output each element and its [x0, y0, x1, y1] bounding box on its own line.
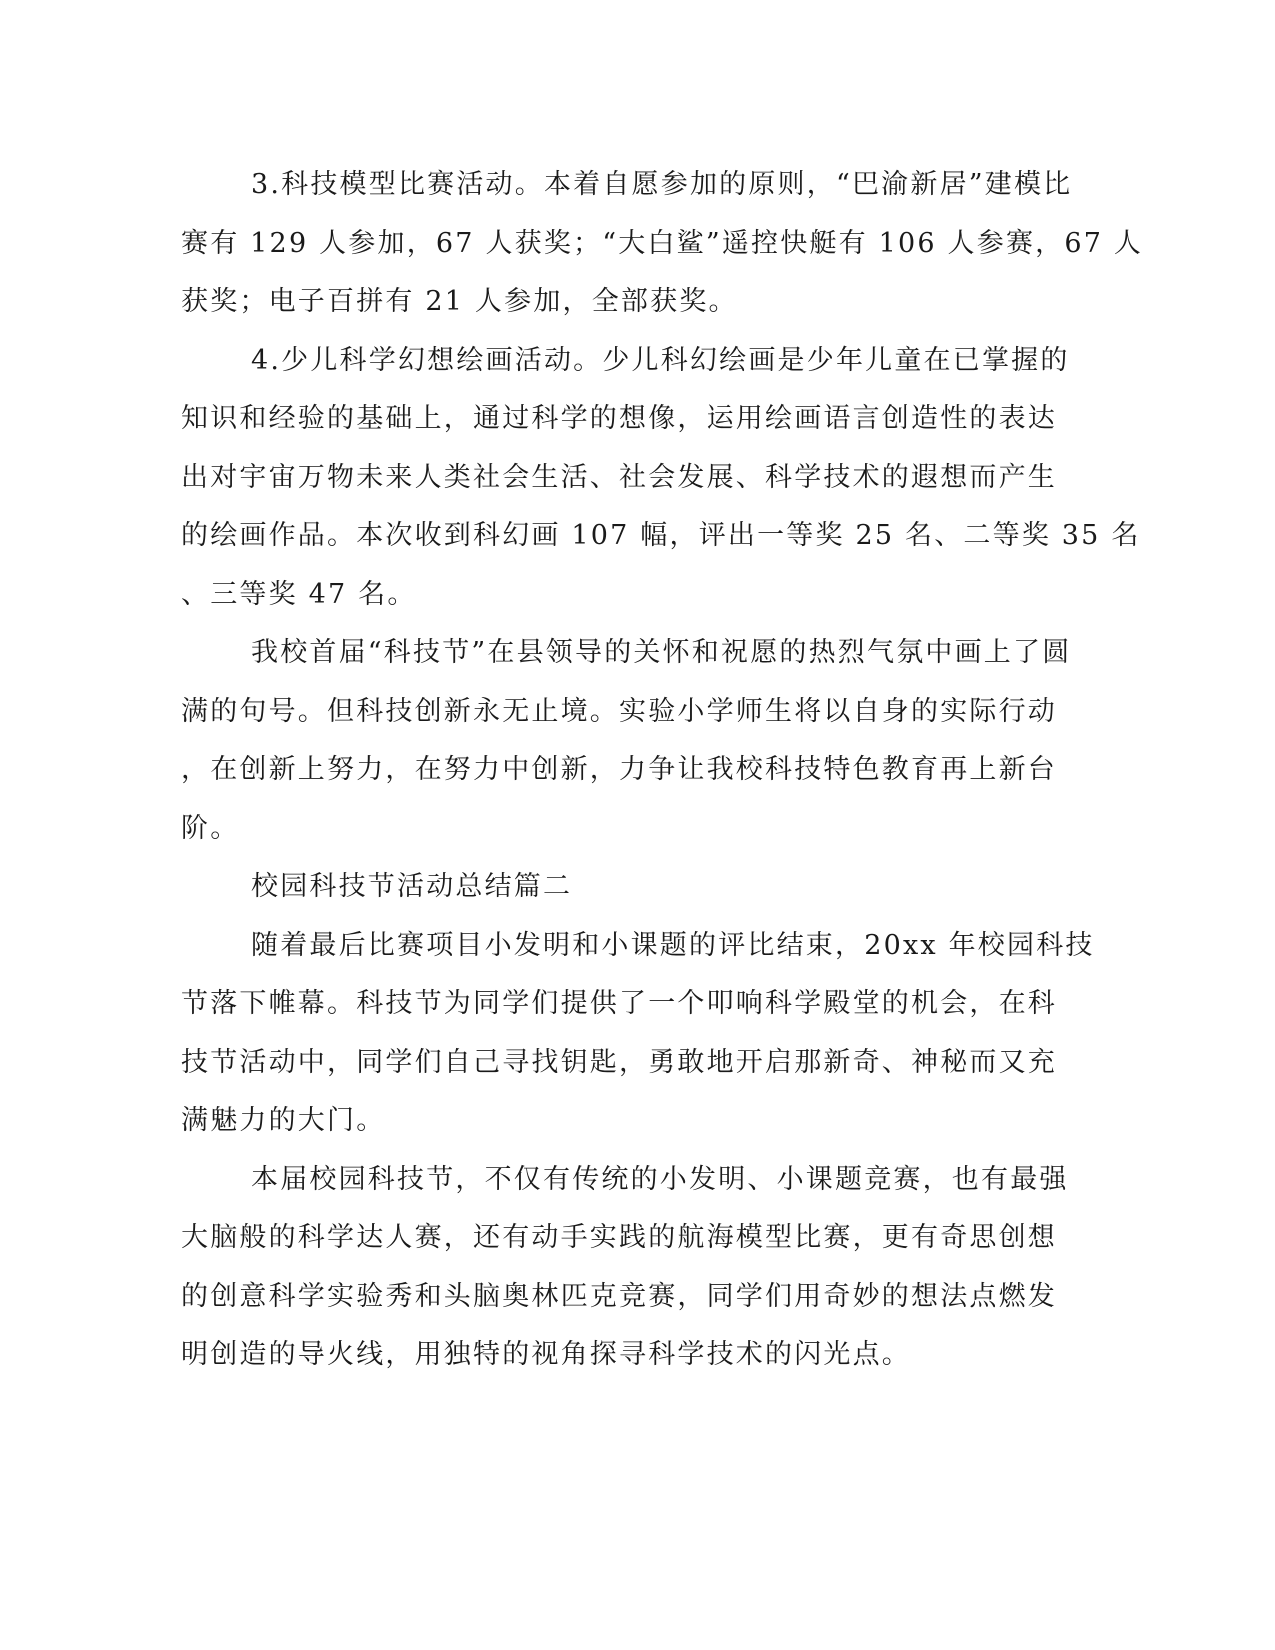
text-line: 阶。 — [181, 812, 240, 844]
text-line: 大脑般的科学达人赛，还有动手实践的航海模型比赛，更有奇思创想 — [181, 1222, 1057, 1253]
text-line: 随着最后比赛项目小发明和小课题的评比结束，20xx 年校园科技 — [251, 929, 1095, 961]
text-line: 的创意科学实验秀和头脑奥林匹克竞赛，同学们用奇妙的想法点燃发 — [181, 1280, 1057, 1312]
text-line: 满魅力的大门。 — [181, 1105, 386, 1136]
text-line: 知识和经验的基础上，通过科学的想像，运用绘画语言创造性的表达 — [181, 403, 1057, 434]
text-line: 校园科技节活动总结篇二 — [251, 871, 573, 902]
text-line: 满的句号。但科技创新永无止境。实验小学师生将以自身的实际行动 — [181, 695, 1057, 727]
text-line: 赛有 129 人参加，67 人获奖；“大白鲨”遥控快艇有 106 人参赛，67 人 — [181, 227, 1144, 259]
text-line: 技节活动中，同学们自己寻找钥匙，勇敢地开启那新奇、神秘而又充 — [181, 1046, 1057, 1078]
document-body — [181, 156, 1144, 1385]
text-line: 、三等奖 47 名。 — [181, 578, 417, 610]
text-line: 我校首届“科技节”在县领导的关怀和祝愿的热烈气氛中画上了圆 — [251, 637, 1072, 668]
text-line: 3.科技模型比赛活动。本着自愿参加的原则，“巴渝新居”建模比 — [251, 169, 1073, 200]
text-line: 本届校园科技节，不仅有传统的小发明、小课题竞赛，也有最强 — [251, 1163, 1069, 1195]
text-line: 明创造的导火线，用独特的视角探寻科学技术的闪光点。 — [181, 1339, 911, 1370]
text-line: ，在创新上努力，在努力中创新，力争让我校科技特色教育再上新台 — [181, 754, 1057, 785]
text-line: 4.少儿科学幻想绘画活动。少儿科幻绘画是少年儿童在已掌握的 — [251, 344, 1070, 376]
text-line: 的绘画作品。本次收到科幻画 107 幅，评出一等奖 25 名、二等奖 35 名 — [181, 520, 1141, 551]
text-line: 获奖；电子百拼有 21 人参加，全部获奖。 — [181, 286, 738, 317]
text-line: 节落下帷幕。科技节为同学们提供了一个叩响科学殿堂的机会，在科 — [181, 988, 1057, 1019]
text-line: 出对宇宙万物未来人类社会生活、社会发展、科学技术的遐想而产生 — [181, 461, 1057, 493]
